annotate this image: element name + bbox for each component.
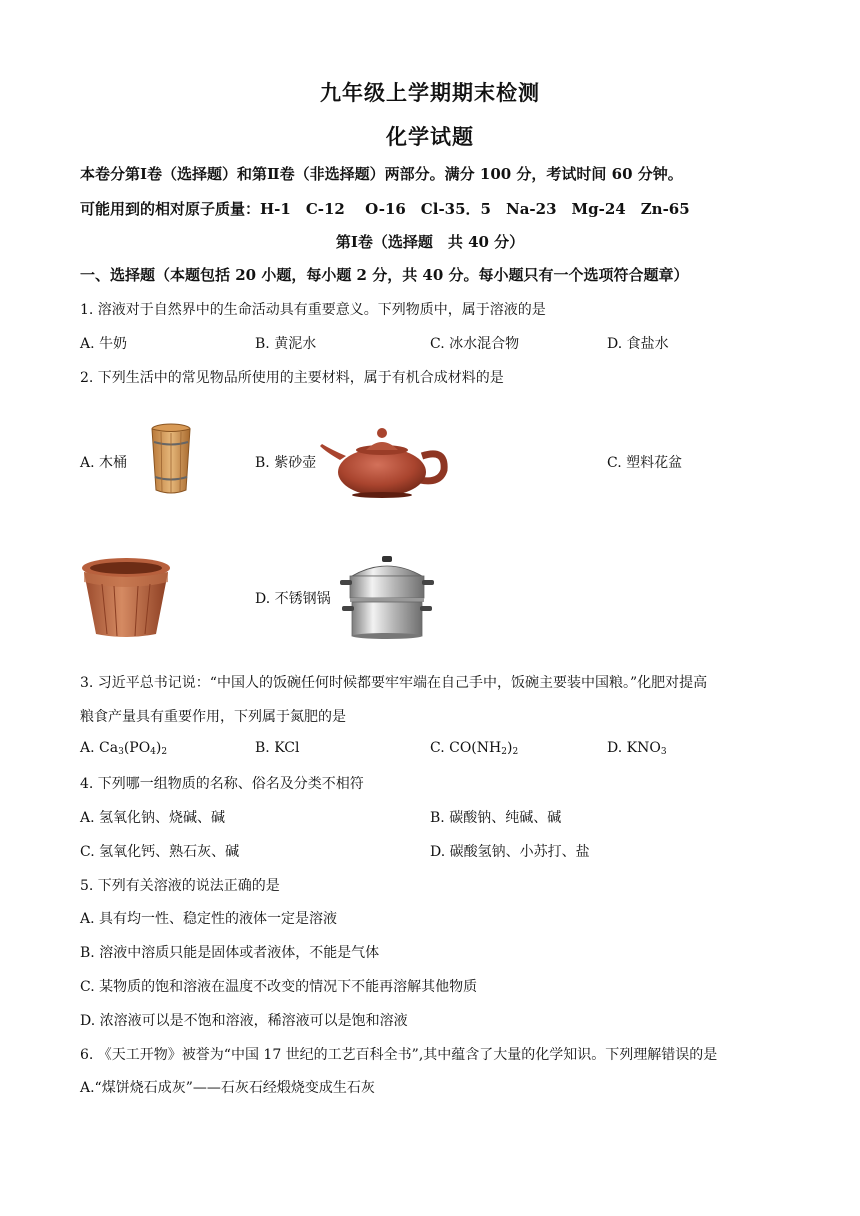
exam-subtitle: 化学试题 — [386, 124, 474, 149]
q2-option-b: B. 紫砂壶 — [255, 455, 317, 471]
section-heading: 一、选择题（本题包括 20 小题，每小题 2 分，共 40 分。每小题只有一个选项符合题章） — [80, 266, 689, 284]
q4-option-d: D. 碳酸氢钠、小苏打、盐 — [430, 844, 590, 860]
q1-option-c: C. 冰水混合物 — [430, 336, 520, 352]
wooden-bucket-image — [150, 422, 192, 496]
clay-teapot-image — [318, 420, 450, 500]
question-2-stem: 2. 下列生活中的常见物品所使用的主要材料，属于有机合成材料的是 — [80, 370, 504, 386]
q1-option-a: A. 牛奶 — [80, 336, 128, 352]
q5-option-a: A. 具有均一性、稳定性的液体一定是溶液 — [80, 911, 338, 927]
q2-option-c: C. 塑料花盆 — [607, 455, 683, 471]
q4-option-b: B. 碳酸钠、纯碱、碱 — [430, 810, 562, 826]
part-heading: 第Ⅰ卷（选择题 共 40 分） — [335, 233, 525, 251]
q5-option-b: B. 溶液中溶质只能是固体或者液体，不能是气体 — [80, 945, 380, 961]
question-1-stem: 1. 溶液对于自然界中的生命活动具有重要意义。下列物质中，属于溶液的是 — [80, 302, 546, 318]
q2-option-d: D. 不锈钢锅 — [255, 591, 331, 607]
q3-option-d: D. $KNO_3$ — [607, 740, 667, 757]
stainless-steamer-image — [338, 556, 436, 640]
q3-option-c: C. $CO(NH_2)_2$ — [430, 740, 519, 757]
q6-option-a: A.“煤饼烧石成灰”——石灰石经煅烧变成生石灰 — [80, 1080, 375, 1096]
question-3-stem-line1: 3. 习近平总书记说：“中国人的饭碗任何时候都要牢牢端在自己手中，饭碗主要装中国粮。”化肥对提高 — [80, 675, 708, 691]
question-5-stem: 5. 下列有关溶液的说法正确的是 — [80, 878, 280, 894]
plastic-flowerpot-image — [80, 556, 172, 638]
exam-intro: 本卷分第Ⅰ卷（选择题）和第Ⅱ卷（非选择题）两部分。满分 100 分，考试时间 60 分钟。 — [80, 165, 683, 183]
q4-option-c: C. 氢氧化钙、熟石灰、碱 — [80, 844, 240, 860]
exam-title: 九年级上学期期末检测 — [320, 80, 540, 105]
q1-option-b: B. 黄泥水 — [255, 336, 317, 352]
q2-option-a: A. 木桶 — [80, 455, 128, 471]
q3-option-b: B. KCl — [255, 740, 300, 756]
q5-option-c: C. 某物质的饱和溶液在温度不改变的情况下不能再溶解其他物质 — [80, 979, 478, 995]
question-4-stem: 4. 下列哪一组物质的名称、俗名及分类不相符 — [80, 776, 364, 792]
atomic-masses: 可能用到的相对原子质量：H-1 C-12 O-16 Cl-35．5 Na-23 Mg-24 Zn-65 — [80, 200, 690, 218]
q5-option-d: D. 浓溶液可以是不饱和溶液，稀溶液可以是饱和溶液 — [80, 1013, 408, 1029]
q3-option-a: A. $Ca_3(PO_4)_2$ — [80, 740, 168, 757]
q1-option-d: D. 食盐水 — [607, 336, 669, 352]
question-6-stem: 6. 《天工开物》被誉为“中国 17 世纪的工艺百科全书”,其中蕴含了大量的化学知识。下列理解错误的是 — [80, 1047, 718, 1063]
q4-option-a: A. 氢氧化钠、烧碱、碱 — [80, 810, 226, 826]
question-3-stem-line2: 粮食产量具有重要作用，下列属于氮肥的是 — [80, 709, 346, 725]
